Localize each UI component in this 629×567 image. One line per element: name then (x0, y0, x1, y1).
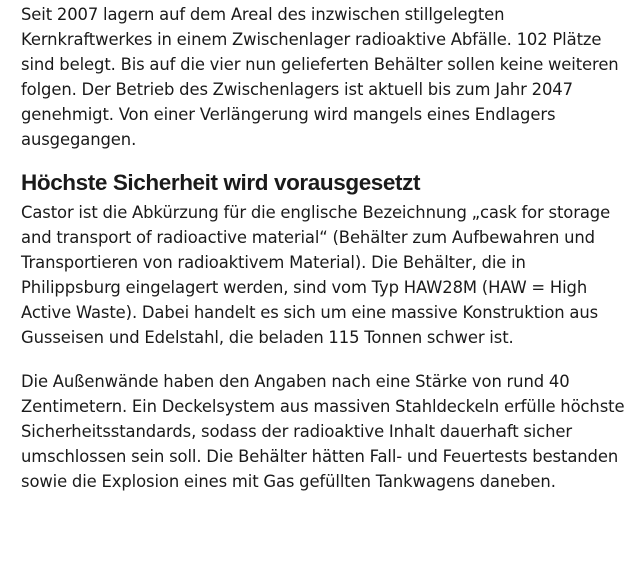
article-paragraph-intro: Seit 2007 lagern auf dem Areal des inzwischen stillgelegten Kernkraftwerkes in einem Zwischenlager radioaktive Abfälle. 102 Plätze sind belegt. Bis auf die vier nun gelieferten Behälter sollen keine weiteren folgen. Der Betrieb des Zwischenlagers ist aktuell bis zum Jahr 2047 genehmigt. Von einer Verlängerung wird mangels eines Endlagers ausgegangen. (21, 5, 619, 149)
section-heading: Höchste Sicherheit wird vorausgesetzt (21, 170, 421, 195)
article-body (21, 0, 626, 494)
article-paragraph-walls: Die Außenwände haben den Angaben nach eine Stärke von rund 40 Zentimetern. Ein Deckelsystem aus massiven Stahldeckeln erfülle höchste Sicherheitsstandards, sodass der radioaktive Inhalt dauerhaft sicher umschlossen sein soll. Die Behälter hätten Fall- und Feuertests bestanden sowie die Explosion eines mit Gas gefüllten Tankwagens daneben. (21, 372, 625, 491)
article-paragraph-castor: Castor ist die Abkürzung für die englische Bezeichnung „cask for storage and transport of radioactive material“ (Behälter zum Aufbewahren und Transportieren von radioaktivem Material). Die Behälter, die in Philippsburg eingelagert werden, sind vom Typ HAW28M (HAW = High Active Waste). Dabei handelt es sich um eine massive Konstruktion aus Gusseisen und Edelstahl, die beladen 115 Tonnen schwer ist. (21, 203, 611, 347)
